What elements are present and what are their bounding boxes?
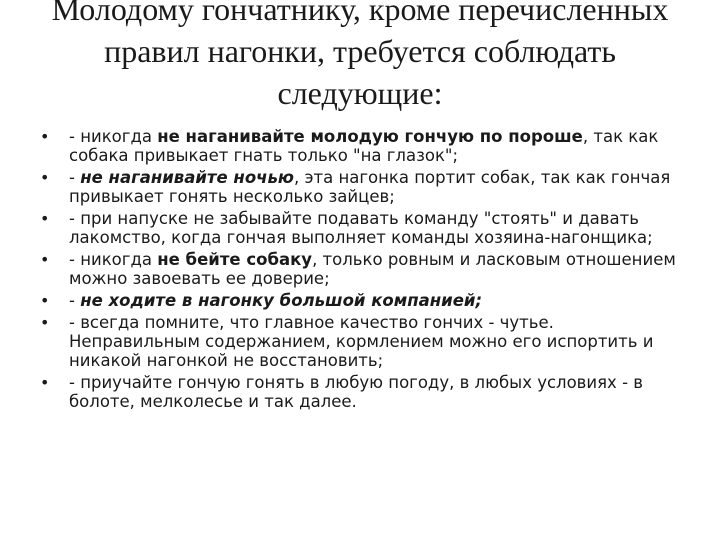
list-item (40, 291, 690, 310)
item-text: , так как собака привыкает гнать только "на глазок"; (69, 127, 659, 165)
item-text: - при напуске не забывайте подавать команду "стоять" и давать лакомство, когда гончая выполняет команды хозяина-нагонщика; (69, 209, 653, 247)
item-text: , эта нагонка портит собак, так как гончая привыкает гонять несколько зайцев; (69, 168, 671, 206)
title-line: следующие: (277, 75, 443, 111)
bullet-icon: • (40, 168, 50, 187)
slide-title (20, 0, 700, 114)
title-line: правил нагонки, требуется соблюдать (104, 33, 616, 69)
bullet-icon: • (40, 250, 50, 269)
item-text: - приучайте гончую гонять в любую погоду, в любых условиях - в болоте, мелколесье и так далее. (69, 373, 643, 411)
item-emphasis: не бейте собаку (157, 250, 313, 269)
bullet-icon: • (40, 291, 50, 310)
item-emphasis: не ходите в нагонку большой компанией; (80, 291, 483, 310)
item-emphasis: не наганивайте ночью (80, 168, 294, 187)
item-emphasis: не наганивайте молодую гончую по пороше (157, 127, 583, 146)
title-line: Молодому гончатнику, кроме перечисленных (51, 0, 669, 27)
rules-list (40, 127, 690, 414)
item-text: - (69, 291, 81, 310)
item-text: - никогда (69, 127, 158, 146)
bullet-icon: • (40, 209, 50, 228)
list-item (40, 250, 690, 288)
item-text: - (69, 168, 81, 187)
list-item (40, 209, 690, 247)
bullet-icon: • (40, 127, 50, 146)
list-item (40, 313, 690, 370)
item-text: , только ровным и ласковым отношением можно завоевать ее доверие; (69, 250, 676, 288)
bullet-icon: • (40, 313, 50, 332)
list-item (40, 168, 690, 206)
item-text: - всегда помните, что главное качество гончих - чутье. Неправильным содержанием, кормлением можно его испортить и никакой нагонкой не восстановить; (69, 313, 654, 370)
item-text: - никогда (69, 250, 158, 269)
list-item (40, 127, 690, 165)
bullet-icon: • (40, 373, 50, 392)
list-item (40, 373, 690, 411)
